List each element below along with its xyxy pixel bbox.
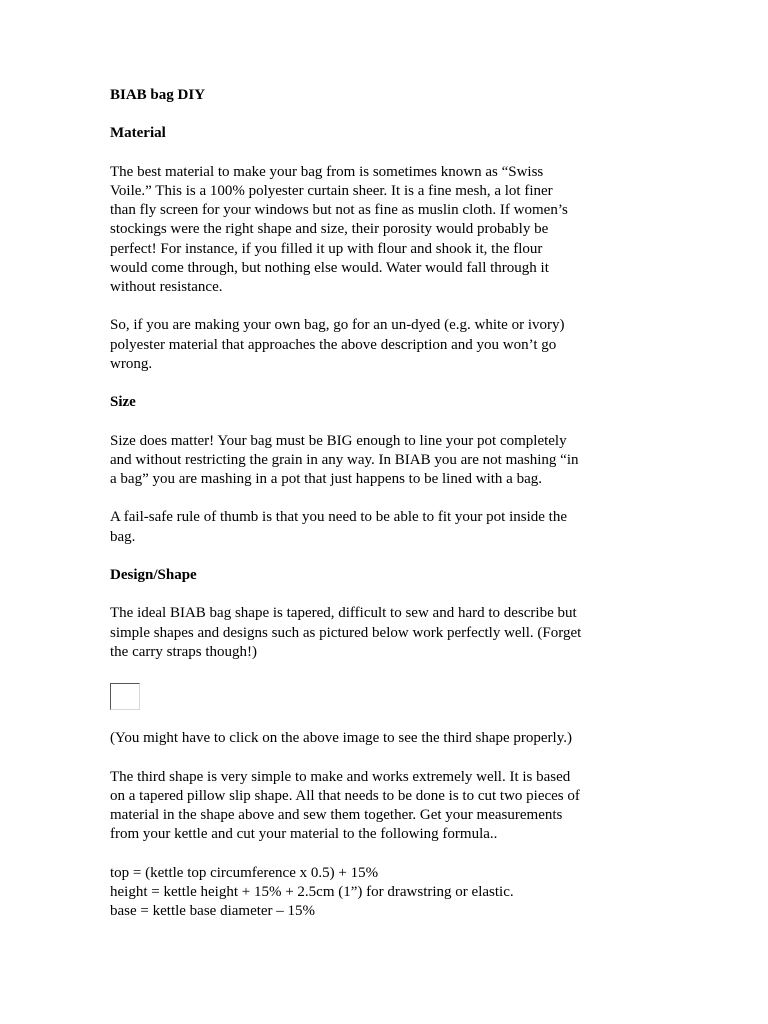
- size-paragraph-2: [110, 508, 670, 546]
- design-paragraph-2: [110, 729, 670, 748]
- text-line: perfect! For instance, if you filled it up with flour and shook it, the flour: [110, 240, 543, 257]
- text-line: The third shape is very simple to make and works extremely well. It is based: [110, 768, 571, 785]
- design-paragraph-1: [110, 604, 670, 662]
- text-line: material in the shape above and sew them together. Get your measurements: [110, 807, 563, 824]
- text-line: on a tapered pillow slip shape. All that needs to be done is to cut two pieces of: [110, 787, 580, 804]
- material-paragraph-2: [110, 316, 670, 374]
- text-line: polyester material that approaches the above description and you won’t go: [110, 336, 557, 353]
- design-heading: Design/Shape: [110, 566, 197, 583]
- text-line: and without restricting the grain in any way. In BIAB you are not mashing “in: [110, 451, 579, 468]
- formula-base: base = kettle base diameter – 15%: [110, 903, 316, 920]
- text-line: stockings were the right shape and size, their porosity would probably be: [110, 221, 549, 238]
- text-line: The ideal BIAB bag shape is tapered, difficult to sew and hard to describe but: [110, 605, 577, 622]
- text-line: The best material to make your bag from is sometimes known as “Swiss: [110, 163, 544, 180]
- material-paragraph-1: [110, 163, 670, 297]
- document-title: BIAB bag DIY: [110, 87, 206, 103]
- document-content: [110, 86, 670, 921]
- text-line: Voile.” This is a 100% polyester curtain sheer. It is a fine mesh, a lot finer: [110, 182, 553, 199]
- formula-top: top = (kettle top circumference x 0.5) + 15%: [110, 864, 379, 881]
- text-line: bag.: [110, 528, 136, 545]
- size-paragraph-1: [110, 432, 670, 490]
- text-line: would come through, but nothing else would. Water would fall through it: [110, 259, 549, 276]
- formula-height: height = kettle height + 15% + 2.5cm (1”) for drawstring or elastic.: [110, 883, 514, 900]
- text-line: (You might have to click on the above image to see the third shape properly.): [110, 730, 572, 747]
- text-line: So, if you are making your own bag, go for an un-dyed (e.g. white or ivory): [110, 317, 565, 334]
- formula-block: [110, 864, 670, 922]
- text-line: simple shapes and designs such as pictured below work perfectly well. (Forget: [110, 624, 582, 641]
- text-line: A fail-safe rule of thumb is that you need to be able to fit your pot inside the: [110, 509, 567, 526]
- text-line: Size does matter! Your bag must be BIG enough to line your pot completely: [110, 432, 567, 449]
- size-heading: Size: [110, 394, 136, 411]
- design-paragraph-3: [110, 768, 670, 845]
- text-line: from your kettle and cut your material to the following formula..: [110, 826, 498, 843]
- broken-image-placeholder[interactable]: [110, 683, 140, 710]
- text-line: a bag” you are mashing in a pot that just happens to be lined with a bag.: [110, 470, 542, 487]
- text-line: than fly screen for your windows but not as fine as muslin cloth. If women’s: [110, 202, 568, 219]
- material-heading: Material: [110, 125, 166, 142]
- text-line: without resistance.: [110, 279, 223, 295]
- text-line: the carry straps though!): [110, 643, 258, 660]
- text-line: wrong.: [110, 355, 153, 372]
